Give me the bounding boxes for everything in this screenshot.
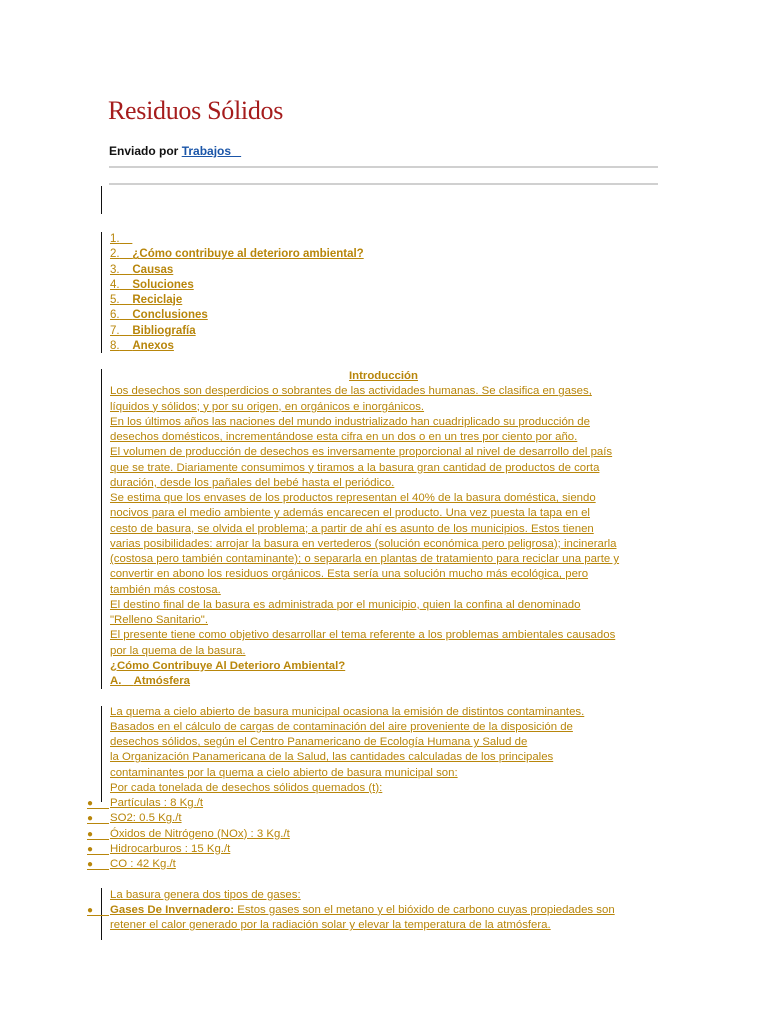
intro-line[interactable]: El presente tiene como objetivo desarrollar el tema referente a los problemas ambientales causados xyxy=(110,629,616,642)
left-rule xyxy=(101,706,102,802)
section-heading[interactable]: ¿Cómo Contribuye Al Deterioro Ambiental? xyxy=(110,659,346,672)
intro-line[interactable]: Los desechos son desperdicios o sobrantes de las actividades humanas. Se clasifica en gases, xyxy=(110,385,592,398)
bullet-icon: ● xyxy=(87,843,94,855)
toc-item[interactable]: 3. Causas xyxy=(110,263,174,276)
table-of-contents xyxy=(110,232,364,354)
bullet-icon: ● xyxy=(87,904,94,916)
atmosphere-line[interactable]: La quema a cielo abierto de basura municipal ocasiona la emisión de distintos contaminantes. xyxy=(110,705,585,718)
intro-line[interactable]: también más costosa. xyxy=(110,583,221,596)
toc-item[interactable]: 1. xyxy=(110,233,120,245)
bullet-icon: ● xyxy=(87,798,94,809)
toc-item[interactable]: 2. ¿Cómo contribuye al deterioro ambiental? xyxy=(110,248,364,261)
intro-line[interactable]: varias posibilidades: arrojar la basura en vertederos (solución económica pero peligrosa); incinerarla xyxy=(110,537,617,550)
author-line xyxy=(109,144,241,158)
intro-line[interactable]: convertir en abono los residuos orgánicos. Esta sería una solución mucho más ecológica, pero xyxy=(110,568,589,581)
intro-line[interactable]: cesto de basura, se olvida el problema; a partir de ahí es asunto de los municipios. Estos tienen xyxy=(110,522,594,535)
intro-line[interactable]: desechos domésticos, incrementándose esta cifra en un dos o en un tres por ciento por año. xyxy=(110,431,578,443)
toc-item[interactable]: 4. Soluciones xyxy=(110,278,194,291)
intro-line[interactable]: duración, desde los pañales del bebé hasta el periódico. xyxy=(110,476,395,489)
bullet-icon: ● xyxy=(87,828,94,840)
toc-item[interactable]: 7. Bibliografía xyxy=(110,324,196,337)
subsection-heading[interactable]: A. Atmósfera xyxy=(110,675,190,687)
toc-item[interactable]: 5. Reciclaje xyxy=(110,294,183,307)
intro-line[interactable]: por la quema de la basura. xyxy=(110,644,246,657)
toc-item[interactable]: 8. Anexos xyxy=(110,340,174,353)
left-rule xyxy=(101,369,102,689)
pollutant-item[interactable]: ● SO2: 0.5 Kg./t xyxy=(110,811,666,826)
atmosphere-line[interactable]: Por cada tonelada de desechos sólidos quemados (t): xyxy=(110,781,383,794)
intro-line[interactable]: que se trate. Diariamente consumimos y tiramos a la basura gran cantidad de productos de corta xyxy=(110,461,600,474)
pollutant-item[interactable]: ● Hidrocarburos : 15 Kg./t xyxy=(110,842,666,857)
intro-line[interactable]: (costosa pero también contaminante); o separarla en plantas de tratamiento para reciclar una parte y xyxy=(110,553,620,565)
atmosphere-line[interactable]: la Organización Panamericana de la Salud, las cantidades calculadas de los principales xyxy=(110,751,554,764)
left-rule xyxy=(101,232,102,353)
bullet-icon: ● xyxy=(87,813,94,825)
sent-by-label: Enviado por xyxy=(109,144,179,158)
atmosphere-line[interactable]: Basados en el cálculo de cargas de contaminación del aire proveniente de la disposición de xyxy=(110,720,573,733)
intro-line[interactable]: líquidos y sólidos; y por su origen, en orgánicos e inorgánicos. xyxy=(110,400,425,413)
divider xyxy=(109,166,658,168)
left-rule xyxy=(101,186,102,214)
atmosphere-line[interactable]: contaminantes por la quema a cielo abierto de basura municipal son: xyxy=(110,766,458,779)
gases-item[interactable]: ● Gases De Invernadero: Estos gases son el metano y el bióxido de carbono cuyas propiedades son xyxy=(110,903,666,918)
pollutant-item[interactable]: ● CO : 42 Kg./t xyxy=(110,857,666,872)
gases-intro[interactable]: La basura genera dos tipos de gases: xyxy=(110,888,301,901)
atmosphere-line[interactable]: desechos sólidos, según el Centro Panamericano de Ecología Humana y Salud de xyxy=(110,736,528,748)
intro-line[interactable]: "Relleno Sanitario". xyxy=(110,614,208,626)
intro-line[interactable]: Se estima que los envases de los productos representan el 40% de la basura doméstica, siendo xyxy=(110,492,596,504)
author-link[interactable]: Trabajos _ xyxy=(181,144,242,158)
pollutant-item[interactable]: ● Óxidos de Nitrógeno (NOx) : 3 Kg./t xyxy=(110,827,666,842)
article-body xyxy=(87,369,666,933)
toc-item[interactable]: 6. Conclusiones xyxy=(110,309,208,322)
intro-heading[interactable]: Introducción xyxy=(349,370,418,382)
gases-item-line[interactable]: retener el calor generado por la radiación solar y elevar la temperatura de la atmósfera. xyxy=(110,919,551,931)
intro-line[interactable]: En los últimos años las naciones del mundo industrializado han cuadriplicado su producción de xyxy=(110,415,590,428)
page-title: Residuos Sólidos xyxy=(108,96,284,125)
intro-line[interactable]: El destino final de la basura es administrada por el municipio, quien la confina al denominado xyxy=(110,598,581,611)
pollutant-item[interactable]: ● Partículas : 8 Kg./t xyxy=(110,796,666,811)
bullet-icon: ● xyxy=(87,859,94,870)
intro-line[interactable]: nocivos para el medio ambiente y además encarecen el producto. Una vez puesta la tapa en el xyxy=(110,507,590,520)
divider xyxy=(109,183,658,185)
intro-line[interactable]: El volumen de producción de desechos es inversamente proporcional al nivel de desarrollo del país xyxy=(110,446,613,459)
